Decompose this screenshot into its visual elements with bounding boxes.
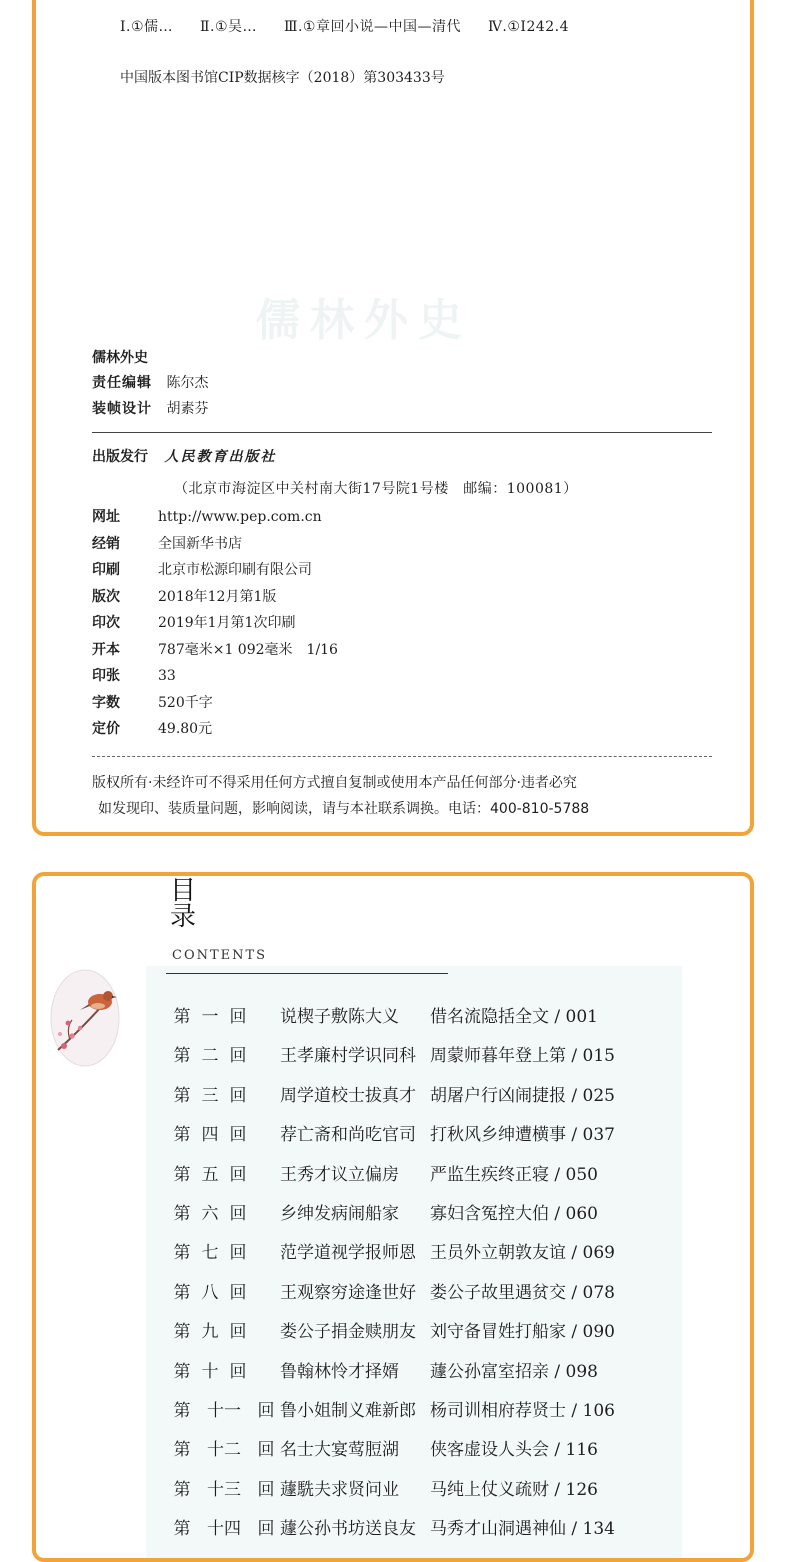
contents-item[interactable]: [168, 1120, 615, 1159]
bird-illustration: [50, 968, 120, 1068]
contents-item[interactable]: [168, 1435, 615, 1474]
meta-label: 字数: [92, 694, 120, 711]
chapter-title-first: 蘧公孙书坊送良友: [280, 1519, 416, 1540]
chapter-number: 第 十四 回: [173, 1519, 275, 1540]
chapter-number: 第 六 回: [173, 1203, 247, 1224]
classification-item: Ⅳ.①I242.4: [487, 19, 570, 35]
faded-watermark: 儒林外史: [256, 295, 472, 346]
meta-label: 网址: [92, 509, 120, 525]
chapter-title-second: 寡妇含冤控大伯 / 060: [430, 1203, 598, 1224]
meta-label: 开本: [92, 641, 120, 658]
chapter-title-first: 荐亡斋和尚吃官司: [280, 1125, 416, 1146]
chapter-title-first: 名士大宴莺脰湖: [280, 1440, 399, 1461]
credit-label: 装帧设计: [92, 401, 152, 417]
meta-value: 北京市松源印刷有限公司: [158, 562, 312, 578]
metadata-list: [92, 506, 338, 745]
meta-value: 787毫米×1 092毫米 1/16: [158, 641, 338, 658]
meta-label: 定价: [92, 721, 120, 737]
classification-line: [120, 16, 591, 36]
contents-page: [32, 872, 754, 1562]
chapter-title-second: 刘守备冒姓打船家 / 090: [430, 1322, 615, 1343]
chapter-number: 第 十三 回: [173, 1479, 275, 1500]
meta-label: 印张: [92, 668, 120, 684]
credits-block: [92, 347, 208, 424]
chapter-title-second: 打秋风乡绅遭横事 / 037: [430, 1125, 615, 1146]
chapter-number: 第 一 回: [173, 1007, 247, 1027]
chapter-title-first: 周学道校士拔真才: [280, 1085, 416, 1106]
chapter-title-second: 借名流隐括全文 / 001: [430, 1007, 598, 1027]
chapter-title-first: 鲁翰林怜才择婿: [280, 1361, 399, 1382]
divider: [92, 432, 712, 433]
contents-subtitle: CONTENTS: [172, 948, 268, 963]
contents-item[interactable]: [168, 1002, 615, 1041]
chapter-number: 第 十二 回: [173, 1440, 275, 1461]
contents-item[interactable]: [168, 1238, 615, 1277]
meta-row: [92, 559, 338, 586]
classification-item: Ⅰ.①儒…: [120, 19, 174, 35]
copyright-line: 如发现印、装质量问题，影响阅读，请与本社联系调换。电话：400-810-5788: [98, 801, 590, 817]
contents-item[interactable]: [168, 1396, 615, 1435]
meta-label: 版次: [92, 588, 120, 605]
chapter-title-first: 说楔子敷陈大义: [280, 1007, 399, 1027]
meta-label: 经销: [92, 535, 120, 552]
chapter-number: 第 十 回: [173, 1361, 247, 1382]
chapter-number: 第 十一 回: [173, 1400, 275, 1421]
meta-value: 2019年1月第1次印刷: [158, 615, 296, 631]
meta-value: 全国新华书店: [158, 535, 242, 552]
chapter-title-first: 王孝廉村学识同科: [280, 1046, 416, 1067]
chapter-number: 第 七 回: [173, 1243, 247, 1264]
chapter-title-first: 鲁小姐制义难新郎: [280, 1400, 416, 1421]
copyright-line: 版权所有·未经许可不得采用任何方式擅自复制或使用本产品任何部分·违者必究: [92, 775, 577, 791]
meta-value: 33: [158, 668, 176, 684]
chapter-title-second: 王员外立朝敦友谊 / 069: [430, 1243, 615, 1264]
credit-label: 责任编辑: [92, 375, 152, 391]
chapter-number: 第 九 回: [173, 1322, 247, 1343]
chapter-title-first: 范学道视学报师恩: [280, 1243, 416, 1264]
meta-row: [92, 506, 338, 533]
publisher-line: [92, 446, 276, 466]
chapter-title-second: 严监生疾终正寝 / 050: [430, 1164, 598, 1185]
contents-list: [168, 1002, 615, 1553]
meta-value: 49.80元: [158, 721, 213, 737]
contents-item[interactable]: [168, 1199, 615, 1238]
contents-item[interactable]: [168, 1475, 615, 1514]
chapter-number: 第 二 回: [173, 1046, 247, 1067]
chapter-title-second: 侠客虚设人头会 / 116: [430, 1440, 598, 1461]
meta-label: 印刷: [92, 562, 120, 578]
chapter-title-second: 周蒙师暮年登上第 / 015: [430, 1046, 615, 1067]
cip-line: 中国版本图书馆CIP数据核字（2018）第303433号: [120, 70, 445, 86]
chapter-title-first: 王秀才议立偏房: [280, 1164, 399, 1185]
credit-row: [92, 372, 208, 392]
meta-row: [92, 612, 338, 639]
meta-value: 520千字: [158, 694, 213, 711]
chapter-title-first: 蘧駪夫求贤问业: [280, 1479, 399, 1500]
chapter-title-second: 马纯上仗义疏财 / 126: [430, 1479, 598, 1500]
chapter-title-second: 蘧公孙富室招亲 / 098: [430, 1361, 598, 1382]
website-link: http://www.pep.com.cn: [158, 509, 322, 525]
chapter-title-first: 王观察穷途逢世好: [280, 1282, 416, 1303]
meta-row: [92, 665, 338, 692]
contents-item[interactable]: [168, 1278, 615, 1317]
divider: [166, 973, 448, 974]
meta-row: [92, 533, 338, 560]
contents-heading: 目 录: [170, 876, 197, 932]
chapter-number: 第 五 回: [173, 1164, 247, 1185]
meta-row: [92, 639, 338, 666]
contents-item[interactable]: [168, 1514, 615, 1553]
book-title: 儒林外史: [92, 350, 148, 366]
divider: [92, 756, 712, 757]
credit-value: 陈尔杰: [166, 375, 209, 391]
chapter-title-second: 娄公子故里遇贫交 / 078: [430, 1282, 615, 1303]
meta-row: [92, 692, 338, 719]
publisher-name: 人民教育出版社: [164, 449, 277, 465]
contents-item[interactable]: [168, 1160, 615, 1199]
classification-item: Ⅲ.①章回小说—中国—清代: [283, 19, 461, 35]
credit-row: [92, 398, 208, 418]
contents-item[interactable]: [168, 1317, 615, 1356]
chapter-title-second: 胡屠户行凶闹捷报 / 025: [430, 1085, 615, 1106]
copyright-page: [32, 0, 754, 836]
chapter-title-first: 娄公子捐金赎朋友: [280, 1322, 416, 1343]
publisher-label: 出版发行: [92, 449, 148, 465]
meta-label: 印次: [92, 615, 120, 631]
contents-item[interactable]: [168, 1357, 615, 1396]
meta-row: [92, 586, 338, 613]
contents-item[interactable]: [168, 1081, 615, 1120]
meta-value: 2018年12月第1版: [158, 588, 277, 605]
chapter-title-second: 杨司训相府荐贤士 / 106: [430, 1400, 615, 1421]
copyright-notice: [92, 770, 589, 822]
chapter-number: 第 三 回: [173, 1085, 247, 1106]
chapter-title-first: 乡绅发病闹船家: [280, 1203, 399, 1224]
publisher-address: （北京市海淀区中关村南大街17号院1号楼 邮编：100081）: [174, 481, 578, 497]
chapter-number: 第 八 回: [173, 1282, 247, 1303]
contents-item[interactable]: [168, 1041, 615, 1080]
meta-row: [92, 718, 338, 745]
chapter-title-second: 马秀才山洞遇神仙 / 134: [430, 1519, 615, 1540]
credit-value: 胡素芬: [166, 401, 209, 417]
chapter-number: 第 四 回: [173, 1125, 247, 1146]
classification-item: Ⅱ.①吴…: [199, 19, 258, 35]
